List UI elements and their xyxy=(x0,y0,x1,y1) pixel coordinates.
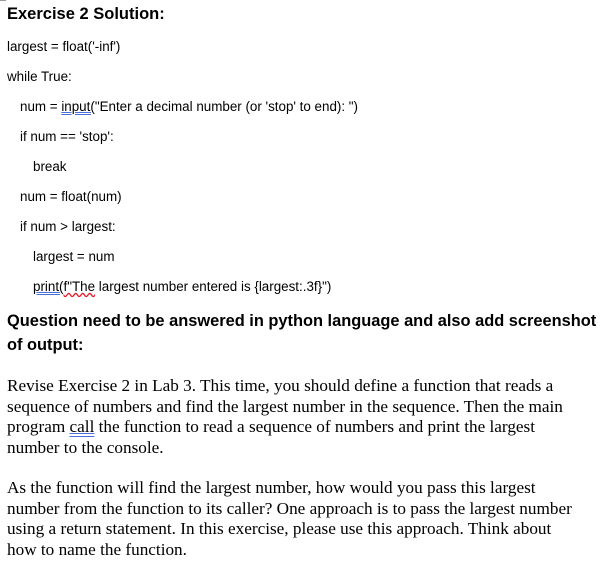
print-call: print( xyxy=(33,279,64,294)
code-line-9-rest: largest number entered is {largest:.3f}") xyxy=(95,279,332,294)
paragraph-1-line-2: sequence of numbers and find the largest number in the sequence. Then the main xyxy=(7,396,563,416)
code-line-3-rest: "Enter a decimal number (or 'stop' to end): ") xyxy=(94,99,359,114)
paragraph-2-line-1: As the function will find the largest number, how would you pass this largest xyxy=(7,478,536,497)
paragraph-2 xyxy=(7,478,603,560)
input-call: input( xyxy=(61,99,95,114)
code-line-3-prefix: num = xyxy=(20,99,62,114)
exercise-heading: Exercise 2 Solution: xyxy=(7,5,165,23)
paragraph-2-line-3: using a return statement. In this exercise, please use this approach. Think about xyxy=(7,519,552,539)
paragraph-1-line-1: Revise Exercise 2 in Lab 3. This time, you should define a function that reads a xyxy=(7,376,554,395)
paragraph-1-line-4: number to the console. xyxy=(7,437,164,457)
corner-mark xyxy=(0,0,6,1)
paragraph-1-line-3 xyxy=(7,417,603,438)
code-line-5: break xyxy=(33,159,67,174)
code-line-3 xyxy=(20,98,358,116)
code-line-4: if num == 'stop': xyxy=(20,129,114,144)
paragraph-2-line-2: number from the function to its caller? One approach is to pass the largest number xyxy=(7,498,572,518)
paragraph-1 xyxy=(7,376,603,458)
paragraph-2-line-4: how to name the function. xyxy=(7,539,187,559)
call-word: call xyxy=(69,417,95,437)
code-line-1: largest = float('-inf') xyxy=(7,39,121,54)
paragraph-1-line-3-rest: the function to read a sequence of numbers and print the largest xyxy=(94,417,536,437)
code-line-6: num = float(num) xyxy=(20,189,122,204)
code-line-7: if num > largest: xyxy=(20,219,116,234)
question-text: Question need to be answered in python language and also add screenshot of output: xyxy=(7,312,597,354)
code-line-2: while True: xyxy=(7,69,72,84)
code-line-8: largest = num xyxy=(33,249,115,264)
fstring-prefix: f"The xyxy=(63,279,96,294)
paragraph-1-line-3-prefix: program xyxy=(7,417,70,437)
code-line-9 xyxy=(33,278,331,296)
